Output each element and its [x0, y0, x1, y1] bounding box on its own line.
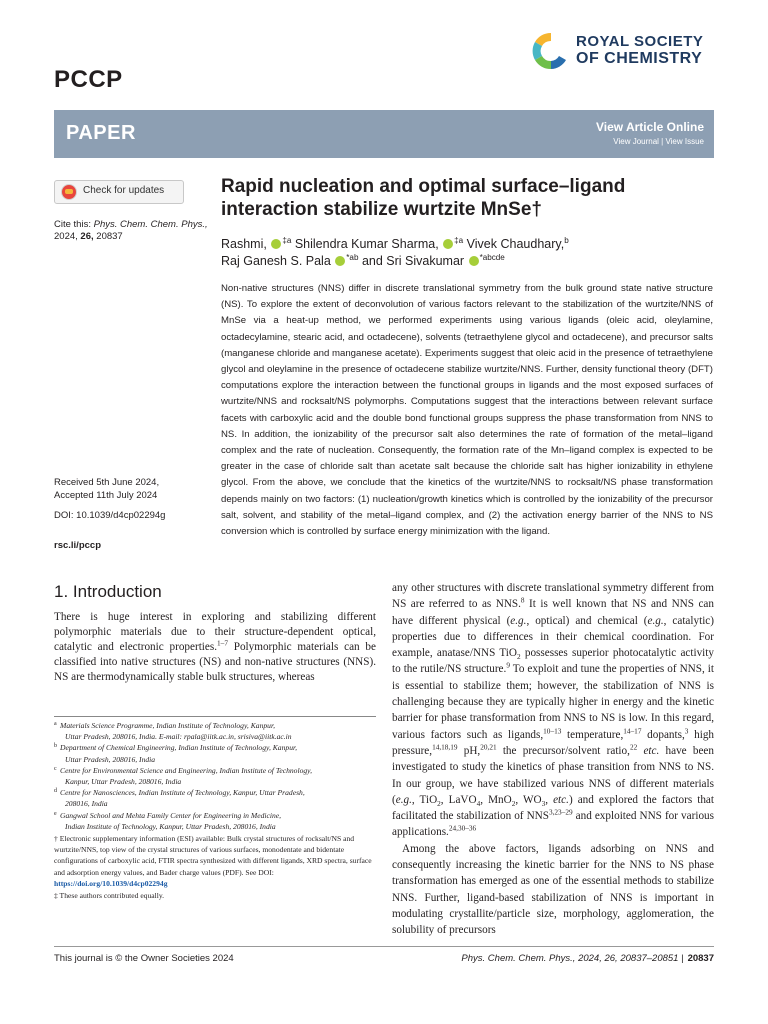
- affiliation-line: Kanpur, Uttar Pradesh, 208016, India: [65, 777, 182, 787]
- intro-right-paragraph: Among the above factors, ligands adsorbing on NNS and consequently increasing the kinetic barrier for the NNS to NS phase transformation has emerged as one of the essential methods to stabilize NNS. Further, ligand-based stabilization of NNS is important in modulating crystallite/particle size, morphology, agglomeration, the solubility of precursors: [392, 842, 714, 937]
- rsc-line1: ROYAL SOCIETY: [576, 33, 704, 50]
- footer-citation: Phys. Chem. Chem. Phys., 2024, 26, 20837–20851 | 20837: [461, 953, 714, 964]
- affiliation-line: Uttar Pradesh, 208016, India. E-mail: rpala@iitk.ac.in, srisiva@iitk.ac.in: [65, 732, 292, 742]
- cite-volume: 26,: [80, 231, 94, 242]
- view-article-online-link[interactable]: View Article Online: [595, 120, 704, 134]
- author-name[interactable]: Rashmi,: [221, 237, 267, 251]
- accepted-date: Accepted 11th July 2024: [54, 489, 158, 501]
- affiliation-footnote: [54, 742, 376, 764]
- footer-divider: [54, 946, 714, 947]
- affiliation-footnote: [54, 720, 376, 742]
- orcid-icon[interactable]: [335, 256, 345, 266]
- orcid-icon[interactable]: [271, 239, 281, 249]
- author-name[interactable]: and Sri Sivakumar: [361, 254, 465, 268]
- author-name[interactable]: Vivek Chaudhary,: [466, 237, 565, 251]
- esi-text: † Electronic supplementary information (ESI) available: Bulk crystal structures of rocksalt/NS and wurtzite/NNS, top view of the crystal structures of various surfaces, monodentate and bidentate configurations of carboxylic acid, FTIR spectra synthesized with different ligands, XRD spectra, surface and adsorption energy values, and Bader charge values (PDF). See DOI:: [54, 834, 372, 877]
- received-date: Received 5th June 2024,: [54, 477, 160, 488]
- author-name[interactable]: Raj Ganesh S. Pala: [221, 254, 331, 268]
- affiliation-line: 208016, India: [65, 799, 108, 809]
- author-name[interactable]: Shilendra Kumar Sharma,: [294, 237, 439, 251]
- citation-ref[interactable]: 1–7: [217, 639, 228, 648]
- affiliation-footnote: [54, 810, 376, 832]
- rsc-logo[interactable]: [530, 28, 716, 80]
- footer-copyright: This journal is © the Owner Societies 2024: [54, 953, 234, 964]
- affiliation-line: Uttar Pradesh, 208016, India: [65, 754, 156, 764]
- footnote-divider: [54, 716, 376, 717]
- cite-year: 2024,: [54, 231, 78, 242]
- intro-right-column: [392, 580, 714, 939]
- abstract: Non-native structures (NNS) differ in discrete translational symmetry from the bulk ground state native structure (NS). To explore the extent of deconvolution of various factors relevant to the stabilization of the wurtzite/NNS of MnSe via a heat-up method, we performed experiments using various ligands (oleic acid, oleylamine, octadecylamine, stearic acid, and octadecene), solvents (tetraethylene glycol and octadecene), and precursor salts (manganese chloride and manganese acetate). Experiments suggest that oleic acid in the presence of tetraethylene glycol and oleylamine in the presence of octadecene stabilize wurtzite/NNS. Further, density functional theory (DFT) computations explore the interaction between the functional groups in ligands and the most exposed surfaces of wurtzite/NNS and rocksalt/NS polymorphs. Computations suggest that the interactions between relevant surface facets with carboxylic acid and the double bond functional groups suppress the phase transformation from NNS to NS. In addition, the ionizability of the precursor salt also determines the rate of formation of the metal–ligand complex and the rate of nucleation. Consequently, the formation rate of the Mn–ligand complex is expected to be greater in the case of chloride salt than acetate salt because the chloride salt has higher ionizability in ethylene glycol. From the above, we conclude that the kinetics of the wurtzite/NNS to rocksalt/NS phase transformation depends mainly on two factors: (1) nucleation/growth kinetics which is controlled by the ionizability of the precursor salt, solvent, and stability of the metal–ligand complex, and (2) the activation energy barrier of the NNS to NS conversion which is controlled by surface energy minimization with the ligand.: [221, 283, 713, 538]
- esi-footnote: [54, 833, 376, 889]
- article-title: [221, 175, 691, 221]
- intro-text-cont: Polymorphic materials can be classified into native structures (NS) and non-native structures (NNS). NS are thermodynamically stable bulk structures, whereas: [54, 641, 376, 683]
- intro-right-paragraph: any other structures with discrete translational symmetry different from NS are referred to as NNS.$^8$ It is well known that NS and NNS can have different physical (e.g., optical) and chemical (e.g., catalytic) properties due to differences in their chemical coordination. For example, anatase/NNS TiO$_2$ possesses superior photocatalytic activity to the rutile/NS structure.$^9$ To exploit and tune the properties of NNS, it is essential to stabilize them; however, the stabilization of NNS is challenging because they are typically higher in energy and the kinetic barrier for phase transformation from NNS to NS is low. In this regard, various factors such as ligands,$^{10-13}$ temperature,$^{14-17}$ dopants,$^3$ high pressure,$^{14,18,19}$ pH,$^{20,21}$ the precursor/solvent ratio,$^{22}$ etc. have been investigated to study the kinetics of phase transition from NNS to NS. In our group, we have stabilized various NNS of different materials (e.g., TiO$_2$, LaVO$_4$, MnO$_2$, $WO_3$, etc.) and explored the factors that facilitated the stabilization of NNS$^{3,23-29}$ and exploited NNS for various applications.$^{24,30-36}$: [392, 582, 715, 839]
- author-marks: *ab: [346, 252, 359, 262]
- affiliation-line: Indian Institute of Technology, Kanpur, Uttar Pradesh, 208016, India: [65, 821, 276, 831]
- doi[interactable]: DOI: 10.1039/d4cp02294g: [54, 510, 166, 521]
- page-number: 20837: [687, 953, 714, 964]
- crossmark-icon: [61, 184, 77, 200]
- footnote-mark: a: [54, 721, 57, 727]
- cite-journal: Phys. Chem. Chem. Phys.,: [93, 219, 208, 230]
- rsc-line2: OF CHEMISTRY: [576, 50, 703, 67]
- affiliation-footnote: [54, 765, 376, 787]
- author-marks: *abcde: [479, 252, 505, 262]
- author-marks: ‡a: [454, 235, 464, 245]
- author-list: [221, 236, 691, 270]
- footnotes: [54, 720, 376, 901]
- footnote-mark: d: [54, 788, 57, 795]
- rsc-short-link[interactable]: rsc.li/pccp: [54, 540, 101, 551]
- footnote-mark: c: [54, 765, 57, 772]
- view-journal-issue-links[interactable]: View Journal | View Issue: [613, 137, 704, 146]
- author-marks: ‡a: [282, 235, 292, 245]
- intro-text: There is huge interest in exploring and stabilizing different polymorphic materials due to their structure-dependent optical, catalytic and electronic properties.: [54, 611, 376, 653]
- journal-name: PCCP: [54, 66, 123, 93]
- footer-journal-citation: Phys. Chem. Chem. Phys., 2024, 26, 20837–20851: [461, 953, 679, 964]
- footnote-mark: b: [54, 743, 57, 750]
- affiliation-line: Centre for Nanosciences, Indian Institute of Technology, Kanpur, Uttar Pradesh,: [60, 788, 305, 798]
- rsc-logo-icon: [530, 30, 572, 72]
- author-marks: b: [564, 235, 569, 245]
- equal-contribution-note: ‡ These authors contributed equally.: [54, 891, 165, 901]
- orcid-icon[interactable]: [443, 239, 453, 249]
- section-heading: 1. Introduction: [54, 582, 162, 601]
- check-for-updates-label: Check for updates: [83, 185, 165, 196]
- footnote-mark: e: [54, 810, 57, 817]
- article-title-line2: interaction stabilize wurtzite MnSe†: [221, 199, 542, 220]
- intro-left-column: [54, 610, 376, 685]
- affiliation-footnote: [54, 787, 376, 809]
- affiliation-line: Materials Science Programme, Indian Institute of Technology, Kanpur,: [60, 721, 275, 730]
- esi-doi-link[interactable]: https://doi.org/10.1039/d4cp02294g: [54, 878, 168, 888]
- affiliation-line: Department of Chemical Engineering, Indian Institute of Technology, Kanpur,: [60, 743, 298, 753]
- check-for-updates-button[interactable]: [54, 180, 184, 204]
- article-type-label: PAPER: [66, 122, 136, 144]
- dates: [54, 477, 214, 502]
- cite-label: Cite this:: [54, 219, 91, 230]
- citation-info: [54, 219, 214, 243]
- cite-page: 20837: [96, 231, 123, 242]
- article-title-line1: Rapid nucleation and optimal surface–ligand: [221, 176, 626, 197]
- affiliation-line: Centre for Environmental Science and Engineering, Indian Institute of Technology,: [60, 765, 313, 775]
- article-type-banner: [54, 110, 714, 158]
- orcid-icon[interactable]: [469, 256, 479, 266]
- affiliation-line: Gangwal School and Mehta Family Center for Engineering in Medicine,: [60, 810, 282, 820]
